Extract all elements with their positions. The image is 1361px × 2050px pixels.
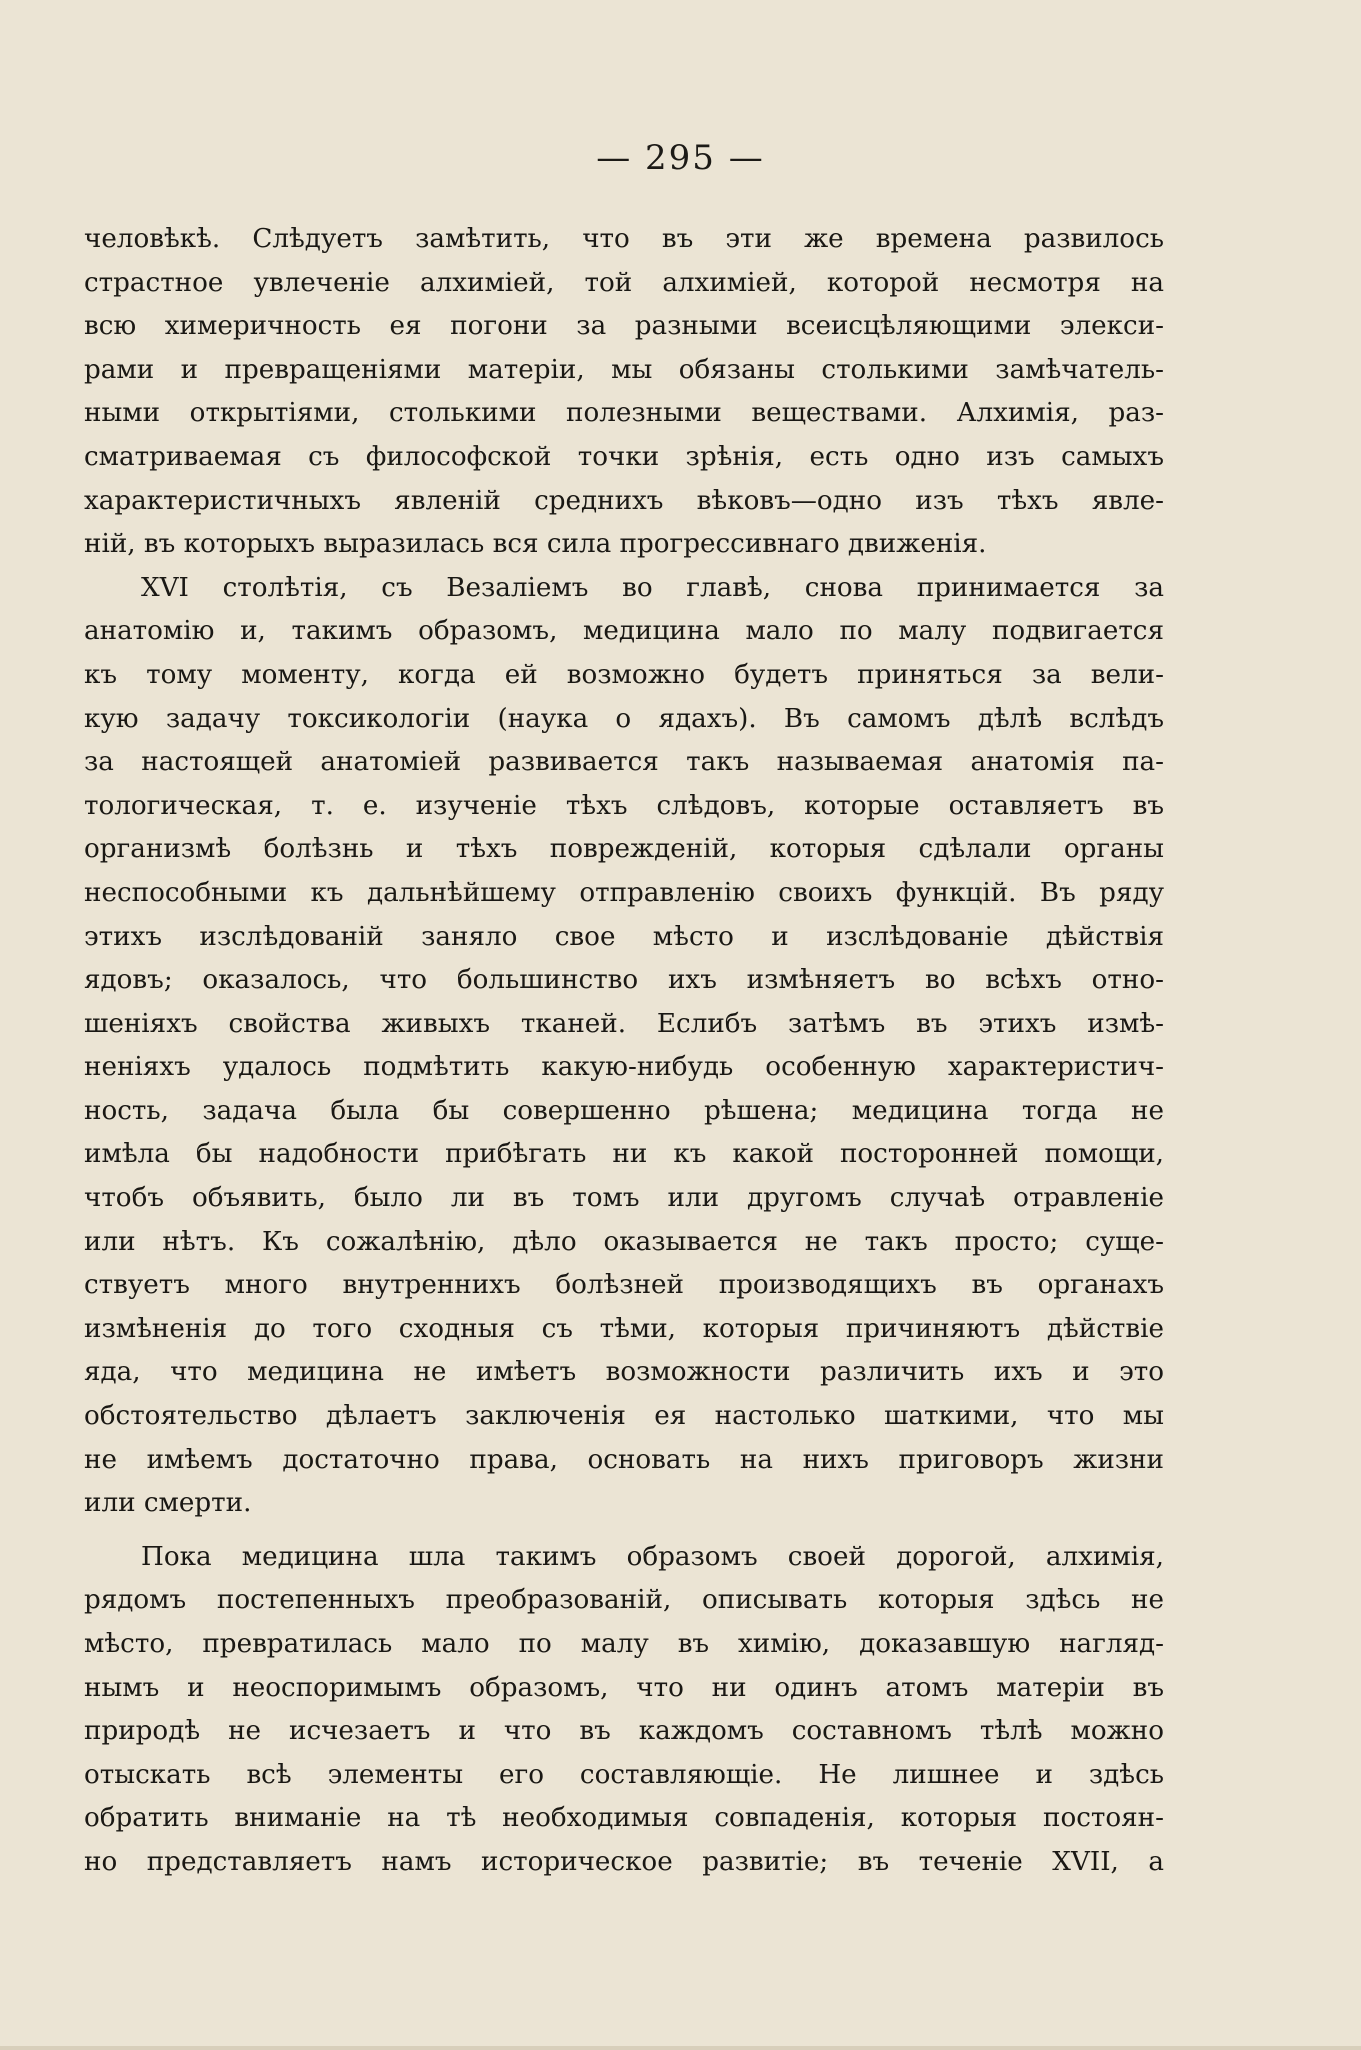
paragraph-3 — [84, 1536, 1164, 1885]
text-line: или нѣтъ. Къ сожалѣнію, дѣло оказывается не такъ просто; суще- — [84, 1226, 1164, 1257]
text-line: сматриваемая съ философской точки зрѣнія, есть одно изъ самыхъ — [84, 441, 1164, 472]
paragraph-1 — [84, 218, 1164, 567]
text-line: рами и превращеніями матеріи, мы обязаны столькими замѣчатель- — [84, 354, 1164, 385]
text-line: нымъ и неоспоримымъ образомъ, что ни одинъ атомъ матеріи въ — [84, 1672, 1164, 1703]
text-line: ными открытіями, столькими полезными веществами. Алхимія, раз- — [84, 398, 1164, 429]
body-text — [84, 218, 1164, 1885]
paragraph-gap — [84, 1526, 1164, 1536]
text-line: или смерти. — [84, 1488, 252, 1519]
text-line: обстоятельство дѣлаетъ заключенія ея настолько шаткими, что мы — [84, 1401, 1164, 1432]
text-line: Пока медицина шла такимъ образомъ своей дорогой, алхимія, — [141, 1541, 1164, 1572]
text-line: организмѣ болѣзнь и тѣхъ поврежденій, которыя сдѣлали органы — [84, 834, 1164, 865]
text-line: характеристичныхъ явленій среднихъ вѣковъ—одно изъ тѣхъ явле- — [84, 485, 1164, 516]
text-line: страстное увлеченіе алхиміей, той алхиміей, которой несмотря на — [84, 267, 1164, 298]
text-line: ствуетъ много внутреннихъ болѣзней производящихъ въ органахъ — [84, 1270, 1164, 1301]
text-line: тологическая, т. е. изученіе тѣхъ слѣдовъ, которые оставляетъ въ — [84, 790, 1164, 821]
text-line: ность, задача была бы совершенно рѣшена; медицина тогда не — [84, 1095, 1164, 1126]
text-line: рядомъ постепенныхъ преобразованій, описывать которыя здѣсь не — [84, 1585, 1164, 1616]
text-line: человѣкѣ. Слѣдуетъ замѣтить, что въ эти же времена развилось — [84, 224, 1164, 254]
page-number: — 295 — — [596, 138, 765, 178]
text-line: измѣненія до того сходныя съ тѣми, которыя причиняютъ дѣйствіе — [84, 1313, 1164, 1344]
text-line: имѣла бы надобности прибѣгать ни къ какой посторонней помощи, — [84, 1139, 1164, 1170]
text-line: шеніяхъ свойства живыхъ тканей. Еслибъ затѣмъ въ этихъ измѣ- — [84, 1008, 1164, 1039]
text-line: неніяхъ удалось подмѣтить какую-нибудь особенную характеристич- — [84, 1052, 1164, 1083]
text-line: но представляетъ намъ историческое развитіе; въ теченіе XVII, а — [84, 1846, 1164, 1877]
text-line: всю химеричность ея погони за разными всеисцѣляющими элекси- — [84, 311, 1164, 342]
text-line: обратить вниманіе на тѣ необходимыя совпаденія, которыя постоян- — [84, 1803, 1164, 1834]
text-line: неспособными къ дальнѣйшему отправленію своихъ функцій. Въ ряду — [84, 877, 1164, 908]
text-line: анатомію и, такимъ образомъ, медицина мало по малу подвигается — [84, 616, 1164, 647]
text-line: ній, въ которыхъ выразилась вся сила прогрессивнаго движенія. — [84, 529, 987, 560]
page-bottom-edge — [0, 2046, 1361, 2050]
text-line: XVI столѣтія, съ Везаліемъ во главѣ, снова принимается за — [141, 572, 1164, 603]
text-line: за настоящей анатоміей развивается такъ называемая анатомія па- — [84, 747, 1164, 778]
text-line: яда, что медицина не имѣетъ возможности различить ихъ и это — [84, 1357, 1164, 1388]
text-line: чтобъ объявить, было ли въ томъ или другомъ случаѣ отравленіе — [84, 1183, 1164, 1214]
text-line: природѣ не исчезаетъ и что въ каждомъ составномъ тѣлѣ можно — [84, 1716, 1164, 1747]
paragraph-2 — [84, 567, 1164, 1526]
text-line: отыскать всѣ элементы его составляющіе. Не лишнее и здѣсь — [84, 1759, 1164, 1790]
text-line: къ тому моменту, когда ей возможно будетъ приняться за вели- — [84, 659, 1164, 690]
text-line: кую задачу токсикологіи (наука о ядахъ). Въ самомъ дѣлѣ вслѣдъ — [84, 703, 1164, 734]
text-line: не имѣемъ достаточно права, основать на нихъ приговоръ жизни — [84, 1444, 1164, 1475]
text-line: этихъ изслѣдованій заняло свое мѣсто и изслѣдованіе дѣйствія — [84, 921, 1164, 952]
text-line: мѣсто, превратилась мало по малу въ химію, доказавшую нагляд- — [84, 1629, 1164, 1659]
text-line: ядовъ; оказалось, что большинство ихъ измѣняетъ во всѣхъ отно- — [84, 965, 1164, 996]
